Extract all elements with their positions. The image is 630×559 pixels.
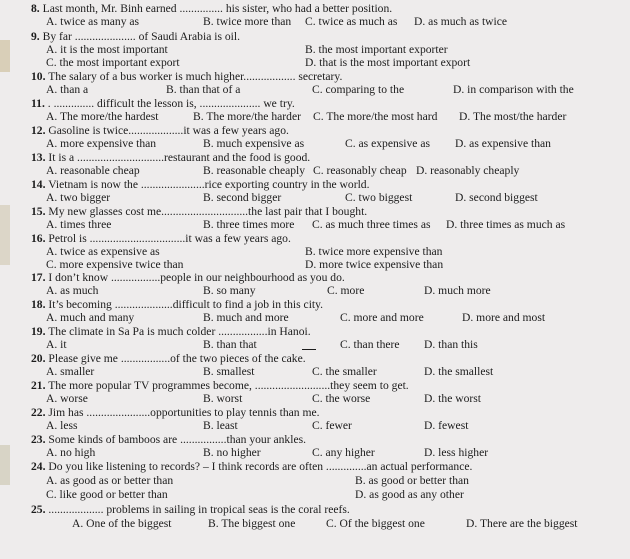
option-a: A. it is the most important [46,43,168,56]
question-21: 21. The more popular TV programmes become, ..........................they seem to get. [31,379,409,392]
option-c: C. twice as much as [305,15,398,28]
option-c: C. The more/the most hard [313,110,438,123]
option-b: B. no higher [203,446,261,459]
option-b: B. as good or better than [355,474,469,487]
question-10: 10. The salary of a bus worker is much higher.................. secretary. [31,70,343,83]
option-b: B. much expensive as [203,137,305,150]
option-c: C. fewer [312,419,352,432]
option-b: B. least [203,419,238,432]
option-b: B. three times more [203,218,295,231]
option-b: B. twice more than [203,15,292,28]
option-c: C. the smaller [312,365,377,378]
question-8: 8. Last month, Mr. Binh earned ............... his sister, who had a better position. [31,2,393,15]
option-a: A. less [46,419,78,432]
option-b: B. worst [203,392,243,405]
option-d: D. The most/the harder [459,110,567,123]
option-c: C. the worse [312,392,371,405]
option-d: D. as expensive than [455,137,551,150]
option-a: A. much and many [46,311,135,324]
option-d: D. the smallest [424,365,494,378]
option-a: A. more expensive than [46,137,157,150]
option-a: A. than a [46,83,89,96]
option-b: B. The more/the harder [193,110,301,123]
option-a: A. reasonable cheap [46,164,140,177]
option-a: A. as good as or better than [46,474,174,487]
option-b: B. second bigger [203,191,282,204]
option-d: D. second biggest [455,191,538,204]
option-d: D. more and most [462,311,546,324]
option-d: D. as much as twice [414,15,508,28]
option-c: C. more and more [340,311,424,324]
option-c: C. comparing to the [312,83,405,96]
option-a: A. worse [46,392,88,405]
question-22: 22. Jim has ......................opportunities to play tennis than me. [31,406,320,419]
option-c: C. reasonably cheap [313,164,407,177]
option-d: D. that is the most important export [305,56,471,69]
option-d: D. in comparison with the [453,83,574,96]
option-c: C. the most important export [46,56,180,69]
option-c: C. as much three times as [312,218,431,231]
question-20: 20. Please give me .................of the two pieces of the cake. [31,352,306,365]
option-b: B. The biggest one [208,517,296,530]
option-a: A. The more/the hardest [46,110,159,123]
option-a: A. two bigger [46,191,111,204]
question-24: 24. Do you like listening to records? – I think records are often ..............an actual performance. [31,460,473,473]
option-b: B. than that of a [166,83,241,96]
option-d: D. the worst [424,392,481,405]
question-11: 11. . .............. difficult the lesson is, ..................... we try. [31,97,295,110]
question-23: 23. Some kinds of bamboos are ................than your ankles. [31,433,307,446]
page-edge-shadow [0,40,10,72]
question-19: 19. The climate in Sa Pa is much colder .................in Hanoi. [31,325,311,338]
option-c: C. any higher [312,446,375,459]
option-d: D. than this [424,338,478,351]
option-d: D. more twice expensive than [305,258,444,271]
option-d: D. reasonably cheaply [416,164,520,177]
question-15: 15. My new glasses cost me..............................the last pair that I bought. [31,205,368,218]
option-c: C. Of the biggest one [326,517,425,530]
option-d: D. much more [424,284,491,297]
option-c: C. more expensive twice than [46,258,184,271]
handwritten-underline [302,349,316,350]
option-c: C. than there [340,338,400,351]
option-d: D. as good as any other [355,488,464,501]
question-25: 25. ................... problems in sailing in tropical seas is the coral reefs. [31,503,350,516]
option-c: C. as expensive as [345,137,431,150]
option-b: B. than that [203,338,257,351]
option-a: A. twice as many as [46,15,140,28]
option-c: C. two biggest [345,191,413,204]
question-14: 14. Vietnam is now the ......................rice exporting country in the world. [31,178,370,191]
option-d: D. There are the biggest [466,517,578,530]
option-b: B. much and more [203,311,289,324]
option-b: B. reasonable cheaply [203,164,306,177]
option-c: C. more [327,284,365,297]
option-a: A. One of the biggest [72,517,172,530]
question-12: 12. Gasoline is twice...................it was a few years ago. [31,124,289,137]
question-13: 13. It is a ..............................restaurant and the food is good. [31,151,311,164]
option-d: D. fewest [424,419,469,432]
question-9: 9. By far ..................... of Saudi Arabia is oil. [31,30,241,43]
option-a: A. as much [46,284,99,297]
option-d: D. three times as much as [446,218,566,231]
option-a: A. times three [46,218,112,231]
option-b: B. smallest [203,365,255,378]
question-18: 18. It’s becoming ....................difficult to find a job in this city. [31,298,324,311]
option-c: C. like good or better than [46,488,168,501]
option-a: A. twice as expensive as [46,245,160,258]
option-d: D. less higher [424,446,489,459]
page-edge-shadow [0,445,10,485]
page-edge-shadow [0,205,10,265]
option-a: A. no high [46,446,96,459]
option-b: B. the most important exporter [305,43,448,56]
option-b: B. twice more expensive than [305,245,443,258]
option-a: A. smaller [46,365,95,378]
option-b: B. so many [203,284,256,297]
option-a: A. it [46,338,67,351]
question-16: 16. Petrol is .................................it was a few years ago. [31,232,291,245]
question-17: 17. I don’t know .................people in our neighbourhood as you do. [31,271,345,284]
